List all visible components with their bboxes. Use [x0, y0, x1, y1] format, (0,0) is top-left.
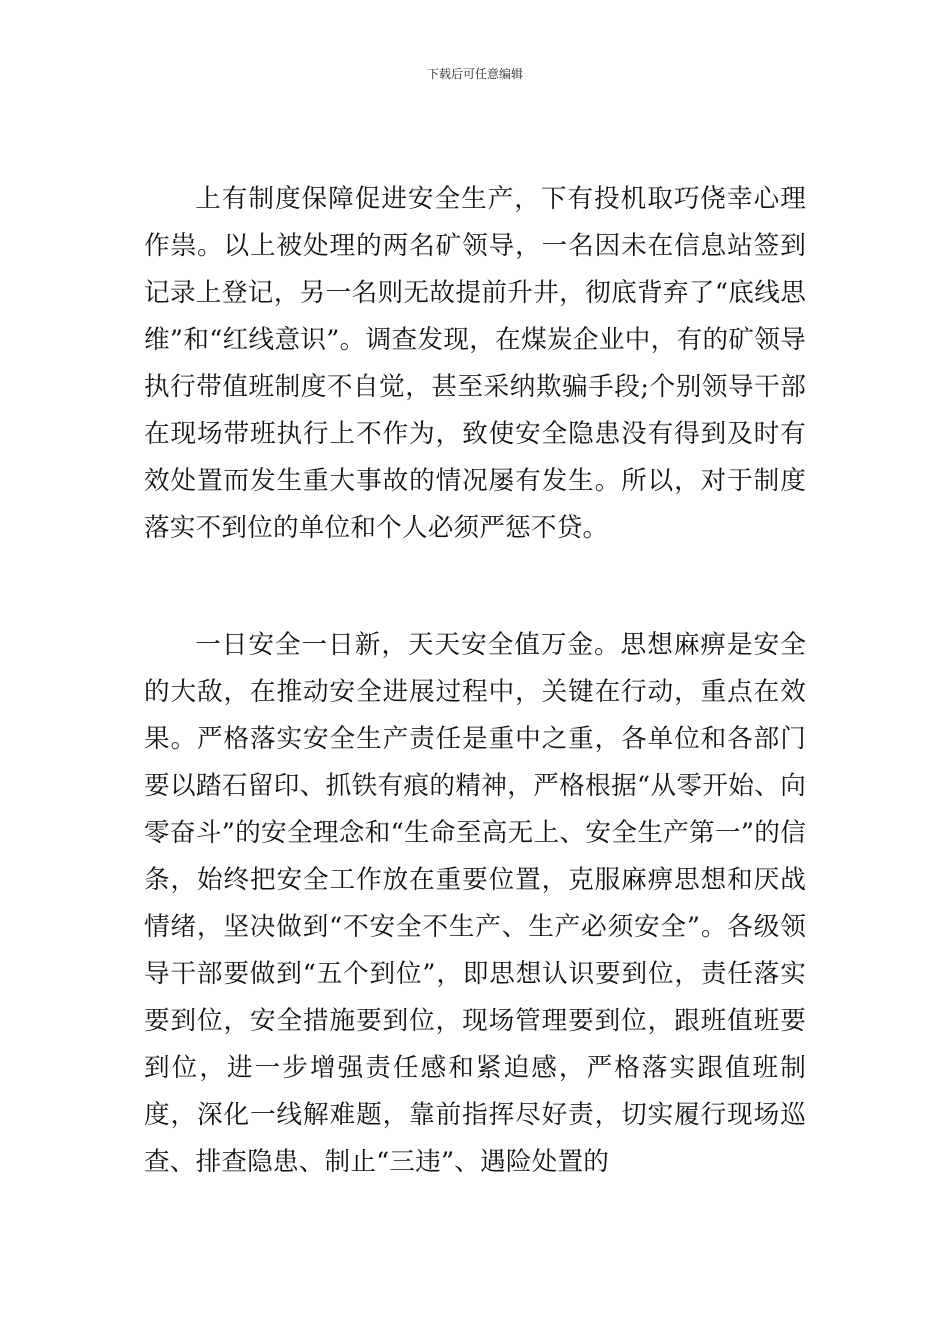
body-paragraph-1: 上有制度保障促进安全生产，下有投机取巧侥幸心理作祟。以上被处理的两名矿领导，一名因未在信息站签到记录上登记，另一名则无故提前升井，彻底背弃了“底线思维”和“红线意识”。调查发现，在煤炭企业中，有的矿领导执行带值班制度不自觉，甚至采纳欺骗手段;个别领导干部在现场带班执行上不作为，致使安全隐患没有得到及时有效处置而发生重大事故的情况屡有发生。所以，对于制度落实不到位的单位和个人必须严惩不贷。 [144, 184, 806, 543]
page-header-note: 下载后可任意编辑 [426, 67, 523, 81]
body-paragraph-2: 一日安全一日新，天天安全值万金。思想麻痹是安全的大敌，在推动安全进展过程中，关键在行动，重点在效果。严格落实安全生产责任是重中之重，各单位和各部门要以踏石留印、抓铁有痕的精神，严格根据“从零开始、向零奋斗”的安全理念和“生命至高无上、安全生产第一”的信条，始终把安全工作放在重要位置，克服麻痹思想和厌战情绪，坚决做到“不安全不生产、生产必须安全”。各级领导干部要做到“五个到位”，即思想认识要到位，责任落实要到位，安全措施要到位，现场管理要到位，跟班值班要到位，进一步增强责任感和紧迫感，严格落实跟值班制度，深化一线解难题，靠前指挥尽好责，切实履行现场巡查、排查隐患、制止“三违”、遇险处置的 [144, 630, 806, 1177]
